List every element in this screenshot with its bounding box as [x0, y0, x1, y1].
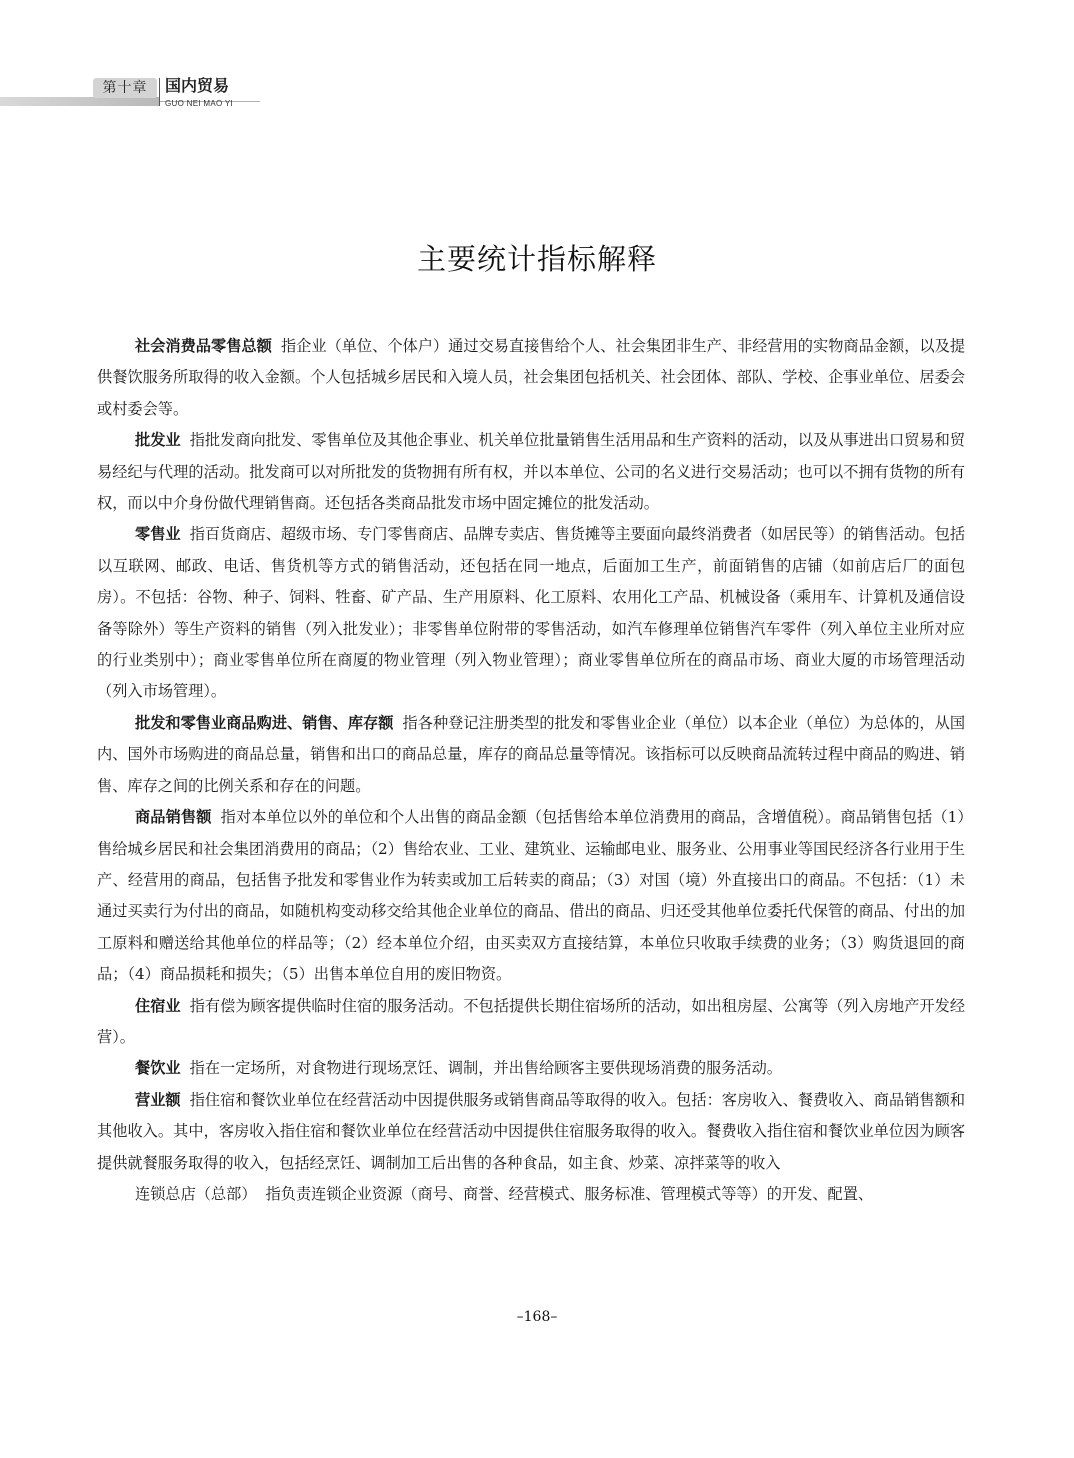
term-heading: 餐饮业: [135, 1059, 181, 1078]
term-heading: 住宿业: [135, 996, 181, 1015]
document-body: [97, 331, 965, 1210]
term-definition: 指在一定场所，对食物进行现场烹饪、调制，并出售给顾客主要供现场消费的服务活动。: [189, 1059, 782, 1078]
paragraph-retail: [97, 519, 965, 707]
term-heading: 零售业: [135, 525, 181, 544]
paragraph-turnover: [97, 1085, 965, 1179]
paragraph-catering: [97, 1053, 965, 1084]
term-definition: 指百货商店、超级市场、专门零售商店、品牌专卖店、售货摊等主要面向最终消费者（如居民等）的销售活动。包括以互联网、邮政、电话、售货机等方式的销售活动，还包括在同一地点，后面加工生产，前面销售的店铺（如前店后厂的面包房）。不包括：谷物、种子、饲料、牲畜、矿产品、生产用原料、化工原料、农用化工产品、机械设备（乘用车、计算机及通信设备等除外）等生产资料的销售（列入批发业）；非零售单位附带的零售活动，如汽车修理单位销售汽车零件（列入单位主业所对应的行业类别中）；商业零售单位所在商厦的物业管理（列入物业管理）；商业零售单位所在的商品市场、商业大厦的市场管理活动（列入市场管理）。: [97, 525, 966, 701]
term-heading: 连锁总店（总部）: [135, 1184, 257, 1203]
section-title: 国内贸易: [165, 76, 230, 95]
paragraph-accommodation: [97, 991, 965, 1054]
term-definition: 指各种登记注册类型的批发和零售业企业（单位）以本企业（单位）为总体的，从国内、国外市场购进的商品总量，销售和出口的商品总量，库存的商品总量等情况。该指标可以反映商品流转过程中商品的购进、销售、库存之间的比例关系和存在的问题。: [97, 713, 966, 795]
term-definition: 指对本单位以外的单位和个人出售的商品金额（包括售给本单位消费用的商品，含增值税）。商品销售包括（1）售给城乡居民和社会集团消费用的商品；（2）售给农业、工业、建筑业、运输邮电业、服务业、公用事业等国民经济各行业用于生产、经营用的商品，包括售予批发和零售业作为转卖或加工后转卖的商品；（3）对国（境）外直接出口的商品。不包括：（1）未通过买卖行为付出的商品，如随机构变动移交给其他企业单位的商品、借出的商品、归还受其他单位委托代保管的商品、付出的加工原料和赠送给其他单位的样品等；（2）经本单位介绍，由买卖双方直接结算，本单位只收取手续费的业务；（3）购货退回的商品；（4）商品损耗和损失；（5）出售本单位自用的废旧物资。: [97, 808, 966, 984]
term-heading: 社会消费品零售总额: [135, 337, 272, 355]
paragraph-sales-value: [97, 802, 965, 990]
paragraph-chain-headquarters: [97, 1179, 965, 1210]
page-number: –168–: [516, 1309, 558, 1325]
term-heading: 营业额: [135, 1090, 181, 1109]
term-definition: 指有偿为顾客提供临时住宿的服务活动。不包括提供长期住宿场所的活动，如出租房屋、公寓等（列入房地产开发经营）。: [97, 996, 966, 1046]
paragraph-wholesale: [97, 425, 965, 519]
term-definition: 指住宿和餐饮业单位在经营活动中因提供服务或销售商品等取得的收入。包括：客房收入、餐费收入、商品销售额和其他收入。其中，客房收入指住宿和餐饮业单位在经营活动中因提供住宿服务取得的收入。餐费收入指住宿和餐饮业单位因为顾客提供就餐服务取得的收入，包括经烹饪、调制加工后出售的各种食品，如主食、炒菜、凉拌菜等的收入: [97, 1090, 966, 1172]
term-heading: 批发和零售业商品购进、销售、库存额: [135, 713, 394, 732]
term-heading: 商品销售额: [135, 808, 212, 827]
term-definition: 指负责连锁企业资源（商号、商誉、经营模式、服务标准、管理模式等等）的开发、配置、: [265, 1184, 874, 1203]
term-definition: 指批发商向批发、零售单位及其他企事业、机关单位批量销售生活用品和生产资料的活动，以及从事进出口贸易和贸易经纪与代理的活动。批发商可以对所批发的货物拥有所有权，并以本单位、公司的名义进行交易活动；也可以不拥有货物的所有权，而以中介身份做代理销售商。还包括各类商品批发市场中固定摊位的批发活动。: [97, 431, 966, 513]
paragraph-purchase-sales-inventory: [97, 708, 965, 802]
chapter-separator: [159, 78, 160, 106]
page-title: 主要统计指标解释: [416, 242, 657, 276]
section-pinyin: GUO NEI MAO YI: [165, 99, 234, 108]
term-definition: 指企业（单位、个体户）通过交易直接售给个人、社会集团非生产、非经营用的实物商品金额，以及提供餐饮服务所取得的收入金额。个人包括城乡居民和入境人员，社会集团包括机关、社会团体、部队、学校、企事业单位、居委会或村委会等。: [97, 337, 966, 418]
chapter-badge: 第十章: [93, 78, 157, 98]
paragraph-retail-sales: [97, 331, 965, 425]
header-bar: [0, 97, 160, 106]
term-heading: 批发业: [135, 431, 181, 450]
